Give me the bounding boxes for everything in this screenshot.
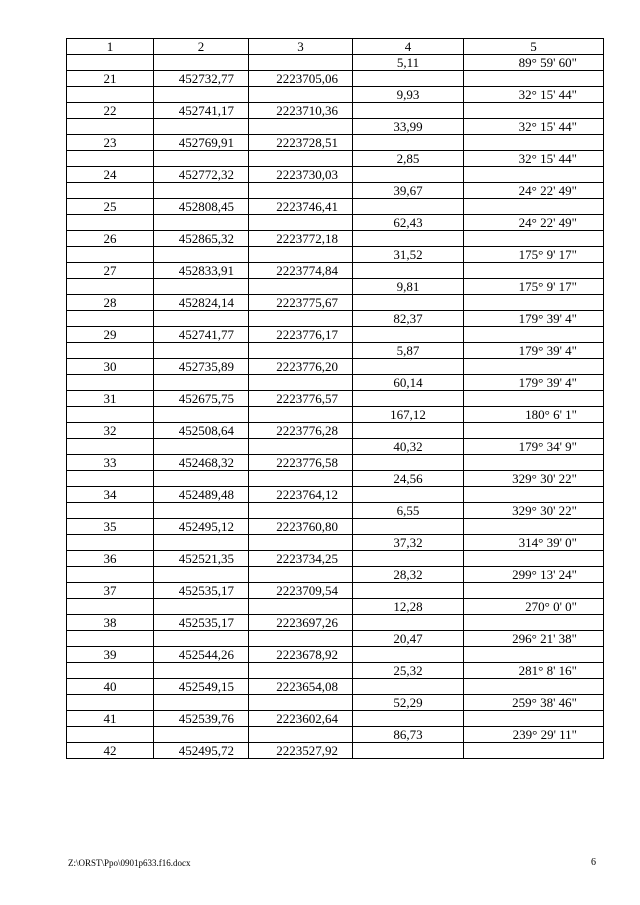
column-header-5: 5 (464, 39, 604, 55)
table-header-row (67, 39, 604, 55)
x-coordinate-cell: 452489,48 (154, 487, 249, 503)
empty-cell (67, 55, 154, 71)
empty-cell (154, 407, 249, 423)
empty-cell (249, 55, 353, 71)
angle-cell: 175° 9' 17" (464, 247, 604, 263)
empty-cell (249, 215, 353, 231)
point-number-cell: 42 (67, 743, 154, 759)
empty-cell (464, 167, 604, 183)
empty-cell (464, 199, 604, 215)
point-row (67, 423, 604, 439)
point-number-cell: 30 (67, 359, 154, 375)
distance-cell: 86,73 (353, 727, 464, 743)
y-coordinate-cell: 2223709,54 (249, 583, 353, 599)
segment-row (67, 151, 604, 167)
empty-cell (249, 535, 353, 551)
empty-cell (154, 119, 249, 135)
empty-cell (67, 87, 154, 103)
empty-cell (464, 583, 604, 599)
point-row (67, 103, 604, 119)
distance-cell: 5,11 (353, 55, 464, 71)
empty-cell (67, 279, 154, 295)
x-coordinate-cell: 452549,15 (154, 679, 249, 695)
point-number-cell: 34 (67, 487, 154, 503)
empty-cell (249, 727, 353, 743)
empty-cell (67, 695, 154, 711)
point-number-cell: 28 (67, 295, 154, 311)
empty-cell (154, 663, 249, 679)
empty-cell (353, 455, 464, 471)
point-number-cell: 39 (67, 647, 154, 663)
x-coordinate-cell: 452468,32 (154, 455, 249, 471)
empty-cell (67, 567, 154, 583)
distance-cell: 60,14 (353, 375, 464, 391)
x-coordinate-cell: 452521,35 (154, 551, 249, 567)
empty-cell (249, 279, 353, 295)
segment-row (67, 599, 604, 615)
empty-cell (353, 71, 464, 87)
angle-cell: 281° 8' 16" (464, 663, 604, 679)
empty-cell (249, 183, 353, 199)
point-number-cell: 37 (67, 583, 154, 599)
y-coordinate-cell: 2223776,20 (249, 359, 353, 375)
empty-cell (464, 295, 604, 311)
y-coordinate-cell: 2223775,67 (249, 295, 353, 311)
point-row (67, 679, 604, 695)
empty-cell (67, 535, 154, 551)
empty-cell (464, 263, 604, 279)
point-row (67, 455, 604, 471)
segment-row (67, 119, 604, 135)
empty-cell (67, 407, 154, 423)
angle-cell: 24° 22' 49" (464, 183, 604, 199)
segment-row (67, 439, 604, 455)
distance-cell: 25,32 (353, 663, 464, 679)
point-row (67, 167, 604, 183)
y-coordinate-cell: 2223527,92 (249, 743, 353, 759)
point-number-cell: 35 (67, 519, 154, 535)
empty-cell (464, 423, 604, 439)
empty-cell (154, 471, 249, 487)
empty-cell (353, 615, 464, 631)
distance-cell: 6,55 (353, 503, 464, 519)
point-number-cell: 31 (67, 391, 154, 407)
x-coordinate-cell: 452495,72 (154, 743, 249, 759)
empty-cell (67, 471, 154, 487)
distance-cell: 20,47 (353, 631, 464, 647)
empty-cell (249, 503, 353, 519)
empty-cell (67, 439, 154, 455)
point-row (67, 263, 604, 279)
point-row (67, 135, 604, 151)
empty-cell (249, 663, 353, 679)
empty-cell (464, 135, 604, 151)
segment-row (67, 87, 604, 103)
point-row (67, 295, 604, 311)
point-row (67, 487, 604, 503)
angle-cell: 32° 15' 44" (464, 119, 604, 135)
x-coordinate-cell: 452769,91 (154, 135, 249, 151)
y-coordinate-cell: 2223728,51 (249, 135, 353, 151)
empty-cell (353, 711, 464, 727)
distance-cell: 62,43 (353, 215, 464, 231)
angle-cell: 329° 30' 22" (464, 503, 604, 519)
empty-cell (154, 247, 249, 263)
x-coordinate-cell: 452824,14 (154, 295, 249, 311)
distance-cell: 52,29 (353, 695, 464, 711)
x-coordinate-cell: 452741,17 (154, 103, 249, 119)
empty-cell (353, 231, 464, 247)
empty-cell (464, 743, 604, 759)
angle-cell: 296° 21' 38" (464, 631, 604, 647)
point-row (67, 71, 604, 87)
empty-cell (67, 215, 154, 231)
empty-cell (464, 615, 604, 631)
x-coordinate-cell: 452741,77 (154, 327, 249, 343)
angle-cell: 270° 0' 0" (464, 599, 604, 615)
empty-cell (67, 375, 154, 391)
empty-cell (353, 167, 464, 183)
column-header-2: 2 (154, 39, 249, 55)
empty-cell (353, 583, 464, 599)
empty-cell (464, 71, 604, 87)
point-number-cell: 40 (67, 679, 154, 695)
empty-cell (353, 647, 464, 663)
distance-cell: 82,37 (353, 311, 464, 327)
angle-cell: 299° 13' 24" (464, 567, 604, 583)
point-row (67, 615, 604, 631)
x-coordinate-cell: 452865,32 (154, 231, 249, 247)
empty-cell (67, 631, 154, 647)
angle-cell: 180° 6' 1" (464, 407, 604, 423)
empty-cell (464, 103, 604, 119)
segment-row (67, 55, 604, 71)
empty-cell (249, 407, 353, 423)
empty-cell (353, 199, 464, 215)
y-coordinate-cell: 2223776,57 (249, 391, 353, 407)
point-number-cell: 33 (67, 455, 154, 471)
empty-cell (464, 231, 604, 247)
y-coordinate-cell: 2223776,58 (249, 455, 353, 471)
empty-cell (249, 439, 353, 455)
point-number-cell: 21 (67, 71, 154, 87)
footer-file-path: Z:\ORST\Ppo\0901p633.f16.docx (68, 858, 191, 868)
column-header-4: 4 (353, 39, 464, 55)
empty-cell (353, 327, 464, 343)
angle-cell: 259° 38' 46" (464, 695, 604, 711)
distance-cell: 9,81 (353, 279, 464, 295)
empty-cell (154, 503, 249, 519)
empty-cell (249, 599, 353, 615)
x-coordinate-cell: 452833,91 (154, 263, 249, 279)
empty-cell (464, 487, 604, 503)
segment-row (67, 215, 604, 231)
empty-cell (67, 343, 154, 359)
empty-cell (464, 647, 604, 663)
point-number-cell: 41 (67, 711, 154, 727)
empty-cell (154, 151, 249, 167)
distance-cell: 2,85 (353, 151, 464, 167)
segment-row (67, 343, 604, 359)
distance-cell: 24,56 (353, 471, 464, 487)
segment-row (67, 631, 604, 647)
empty-cell (67, 151, 154, 167)
y-coordinate-cell: 2223710,36 (249, 103, 353, 119)
angle-cell: 239° 29' 11" (464, 727, 604, 743)
empty-cell (67, 311, 154, 327)
segment-row (67, 279, 604, 295)
distance-cell: 12,28 (353, 599, 464, 615)
column-header-1: 1 (67, 39, 154, 55)
y-coordinate-cell: 2223730,03 (249, 167, 353, 183)
distance-cell: 33,99 (353, 119, 464, 135)
distance-cell: 28,32 (353, 567, 464, 583)
y-coordinate-cell: 2223654,08 (249, 679, 353, 695)
empty-cell (154, 55, 249, 71)
empty-cell (154, 535, 249, 551)
empty-cell (464, 327, 604, 343)
point-number-cell: 29 (67, 327, 154, 343)
empty-cell (249, 343, 353, 359)
point-number-cell: 25 (67, 199, 154, 215)
y-coordinate-cell: 2223697,26 (249, 615, 353, 631)
empty-cell (67, 599, 154, 615)
empty-cell (464, 391, 604, 407)
x-coordinate-cell: 452539,76 (154, 711, 249, 727)
empty-cell (464, 359, 604, 375)
empty-cell (154, 87, 249, 103)
point-number-cell: 24 (67, 167, 154, 183)
y-coordinate-cell: 2223705,06 (249, 71, 353, 87)
segment-row (67, 535, 604, 551)
empty-cell (353, 391, 464, 407)
angle-cell: 32° 15' 44" (464, 151, 604, 167)
distance-cell: 5,87 (353, 343, 464, 359)
point-row (67, 647, 604, 663)
distance-cell: 39,67 (353, 183, 464, 199)
distance-cell: 167,12 (353, 407, 464, 423)
empty-cell (249, 311, 353, 327)
empty-cell (67, 503, 154, 519)
empty-cell (154, 439, 249, 455)
empty-cell (154, 567, 249, 583)
footer-page-number: 6 (591, 857, 596, 868)
empty-cell (67, 727, 154, 743)
point-row (67, 359, 604, 375)
y-coordinate-cell: 2223774,84 (249, 263, 353, 279)
empty-cell (67, 183, 154, 199)
y-coordinate-cell: 2223746,41 (249, 199, 353, 215)
empty-cell (154, 183, 249, 199)
empty-cell (249, 119, 353, 135)
point-number-cell: 22 (67, 103, 154, 119)
angle-cell: 179° 39' 4" (464, 343, 604, 359)
empty-cell (154, 599, 249, 615)
angle-cell: 32° 15' 44" (464, 87, 604, 103)
x-coordinate-cell: 452735,89 (154, 359, 249, 375)
empty-cell (154, 695, 249, 711)
angle-cell: 175° 9' 17" (464, 279, 604, 295)
y-coordinate-cell: 2223602,64 (249, 711, 353, 727)
empty-cell (464, 711, 604, 727)
segment-row (67, 695, 604, 711)
empty-cell (353, 359, 464, 375)
y-coordinate-cell: 2223772,18 (249, 231, 353, 247)
y-coordinate-cell: 2223776,17 (249, 327, 353, 343)
empty-cell (353, 743, 464, 759)
x-coordinate-cell: 452495,12 (154, 519, 249, 535)
empty-cell (353, 263, 464, 279)
y-coordinate-cell: 2223734,25 (249, 551, 353, 567)
empty-cell (154, 375, 249, 391)
segment-row (67, 247, 604, 263)
segment-row (67, 375, 604, 391)
x-coordinate-cell: 452535,17 (154, 615, 249, 631)
point-row (67, 583, 604, 599)
angle-cell: 314° 39' 0" (464, 535, 604, 551)
empty-cell (353, 519, 464, 535)
x-coordinate-cell: 452732,77 (154, 71, 249, 87)
table-body (67, 55, 604, 759)
empty-cell (154, 311, 249, 327)
x-coordinate-cell: 452544,26 (154, 647, 249, 663)
point-row (67, 551, 604, 567)
empty-cell (353, 551, 464, 567)
point-row (67, 711, 604, 727)
point-number-cell: 36 (67, 551, 154, 567)
x-coordinate-cell: 452772,32 (154, 167, 249, 183)
y-coordinate-cell: 2223678,92 (249, 647, 353, 663)
point-number-cell: 26 (67, 231, 154, 247)
empty-cell (464, 679, 604, 695)
x-coordinate-cell: 452808,45 (154, 199, 249, 215)
empty-cell (353, 423, 464, 439)
distance-cell: 37,32 (353, 535, 464, 551)
angle-cell: 179° 34' 9" (464, 439, 604, 455)
empty-cell (353, 103, 464, 119)
empty-cell (249, 471, 353, 487)
point-row (67, 391, 604, 407)
segment-row (67, 311, 604, 327)
empty-cell (249, 567, 353, 583)
segment-row (67, 471, 604, 487)
empty-cell (249, 631, 353, 647)
empty-cell (154, 727, 249, 743)
point-number-cell: 38 (67, 615, 154, 631)
segment-row (67, 183, 604, 199)
point-row (67, 743, 604, 759)
empty-cell (249, 247, 353, 263)
x-coordinate-cell: 452675,75 (154, 391, 249, 407)
empty-cell (67, 119, 154, 135)
y-coordinate-cell: 2223760,80 (249, 519, 353, 535)
empty-cell (353, 679, 464, 695)
y-coordinate-cell: 2223764,12 (249, 487, 353, 503)
empty-cell (154, 215, 249, 231)
segment-row (67, 503, 604, 519)
empty-cell (249, 695, 353, 711)
point-row (67, 199, 604, 215)
empty-cell (249, 87, 353, 103)
empty-cell (154, 343, 249, 359)
angle-cell: 179° 39' 4" (464, 375, 604, 391)
distance-cell: 40,32 (353, 439, 464, 455)
distance-cell: 31,52 (353, 247, 464, 263)
distance-cell: 9,93 (353, 87, 464, 103)
empty-cell (353, 295, 464, 311)
point-number-cell: 23 (67, 135, 154, 151)
empty-cell (353, 487, 464, 503)
coordinates-table (66, 38, 604, 759)
empty-cell (154, 279, 249, 295)
x-coordinate-cell: 452535,17 (154, 583, 249, 599)
y-coordinate-cell: 2223776,28 (249, 423, 353, 439)
segment-row (67, 567, 604, 583)
empty-cell (464, 455, 604, 471)
point-number-cell: 27 (67, 263, 154, 279)
segment-row (67, 407, 604, 423)
point-row (67, 327, 604, 343)
empty-cell (464, 551, 604, 567)
point-number-cell: 32 (67, 423, 154, 439)
x-coordinate-cell: 452508,64 (154, 423, 249, 439)
segment-row (67, 727, 604, 743)
empty-cell (67, 663, 154, 679)
empty-cell (249, 151, 353, 167)
point-row (67, 231, 604, 247)
empty-cell (154, 631, 249, 647)
angle-cell: 179° 39' 4" (464, 311, 604, 327)
empty-cell (464, 519, 604, 535)
angle-cell: 24° 22' 49" (464, 215, 604, 231)
empty-cell (249, 375, 353, 391)
segment-row (67, 663, 604, 679)
point-row (67, 519, 604, 535)
angle-cell: 89° 59' 60" (464, 55, 604, 71)
empty-cell (67, 247, 154, 263)
angle-cell: 329° 30' 22" (464, 471, 604, 487)
empty-cell (353, 135, 464, 151)
column-header-3: 3 (249, 39, 353, 55)
